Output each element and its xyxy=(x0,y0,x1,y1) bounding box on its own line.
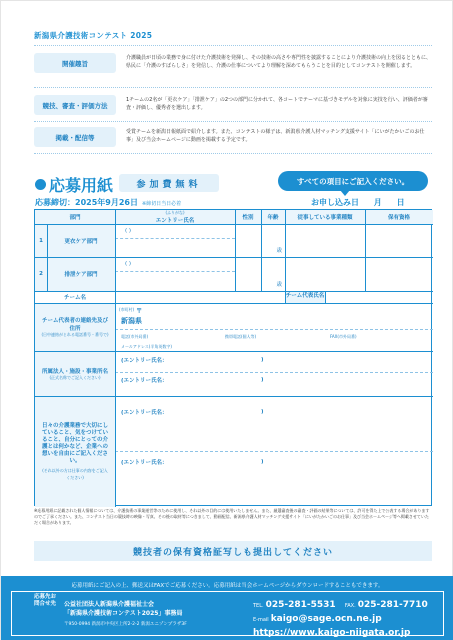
divider xyxy=(34,153,432,154)
grid-line xyxy=(35,396,433,397)
grid-line xyxy=(325,291,326,303)
contact-details: TEL. 025-281-5531 FAX. 025-281-7710 E-mail kaigo@sage.ocn.ne.jp https://www.kaigo-niigata.or.jp xyxy=(253,600,428,638)
info-row-publication xyxy=(34,127,432,147)
header-entry-name: (ふりがな) エントリー氏名 xyxy=(155,210,195,224)
facility-entry-2: (エントリー氏名： xyxy=(121,378,168,384)
grid-line xyxy=(35,291,433,292)
info-row-purpose xyxy=(34,53,432,73)
grid-line xyxy=(115,329,433,330)
header-qualification: 保有資格 xyxy=(387,215,410,221)
document-title: 新潟県介護技術コンテスト 2025 xyxy=(34,31,153,40)
divider xyxy=(34,87,432,88)
footer-instructions: 応募用紙にご記入の上、郵送又はFAXでご応募ください。応募用紙は当会ホームページからダウンロードすることもできます。 xyxy=(71,583,384,589)
facility-entry-1: (エントリー氏名： xyxy=(121,358,168,364)
contact-address: 〒950-0994 新潟市中央区上所2-2-2 新潟ユニゾンプラザ3F xyxy=(64,622,187,627)
footer xyxy=(1,576,453,640)
message-entry-2: (エントリー氏名： xyxy=(121,460,168,466)
header-occupation: 従事している事業種類 xyxy=(297,215,353,221)
grid-line xyxy=(285,210,286,303)
team-name-label: チーム名 xyxy=(63,295,86,301)
qualification-field[interactable] xyxy=(365,257,433,291)
divider xyxy=(34,45,432,46)
division-toileting: 排泄ケア部門 xyxy=(64,272,98,278)
privacy-note: ※応募用紙に記載された個人情報については、介護技術の事業運営等のために使用し、それ以外の目的には使用いたしません。また、厳選審査後の審査・評価の結果等については、許可を得た上で公表する場合がありますのでご了承ください。また、コンテスト当日の競技時の映像・写真、その後の取材等につきまして、動画配信、新潟県介護人材マッチング支援サイト「にいがたかいごのお仕事」及び当会ホームページ等へ掲載させていただく場合があります。 xyxy=(34,508,430,525)
grid-line xyxy=(261,210,262,291)
contact-label: 応募先お問合せ先 xyxy=(34,594,57,607)
entry-name-field[interactable] xyxy=(115,238,235,257)
grid-line xyxy=(35,257,433,258)
header-division: 部門 xyxy=(69,215,81,221)
info-label: 開催趣旨 xyxy=(34,53,116,73)
grid-line xyxy=(115,238,235,239)
division-dressing: 更衣ケア部門 xyxy=(64,238,98,245)
gender-field[interactable] xyxy=(235,257,261,291)
paren-close: ) xyxy=(261,459,264,465)
qualification-field[interactable] xyxy=(365,224,433,257)
tel-label: 電話(市外局番) xyxy=(121,333,149,339)
grid-line xyxy=(115,372,433,373)
age-field[interactable]: 歳 xyxy=(276,248,282,254)
header-age: 年齢 xyxy=(267,215,279,221)
bullet-icon xyxy=(35,179,46,190)
grid-line xyxy=(115,271,235,272)
info-row-method xyxy=(34,95,432,115)
divider xyxy=(34,121,432,122)
furigana-field[interactable]: ( ) xyxy=(125,228,132,234)
team-name-field[interactable] xyxy=(115,291,285,303)
prefecture: 新潟県 xyxy=(121,317,142,325)
team-rep-field[interactable] xyxy=(325,291,433,303)
deadline: 応募締切：2025年9月26日 ※締切日当日必着 xyxy=(35,198,182,207)
grid-line xyxy=(35,303,433,304)
entry-name-field[interactable] xyxy=(115,271,235,291)
info-label: 競技、審査・評価方法 xyxy=(34,95,116,115)
furigana-field[interactable]: ( ) xyxy=(125,261,132,267)
message-entry-1: (エントリー氏名： xyxy=(121,410,168,416)
paren-close: ) xyxy=(261,377,264,383)
info-text: 1チームの2名が「更衣ケア」「排泄ケア」の2つの部門に分かれて、各コートでテーマに基づきモデルを対象に実技を行い、評価者が審査・評価し、優秀者を選出します。 xyxy=(126,97,428,111)
grid-line xyxy=(115,210,116,507)
grid-line xyxy=(235,210,236,291)
grid-line xyxy=(35,351,433,352)
paren-close: ) xyxy=(261,357,264,363)
grid-line xyxy=(35,224,433,225)
mobile-label: 携帯電話(個人等) xyxy=(225,333,257,339)
contact-org: 公益社団法人新潟県介護福祉士会 「新潟県介護技術コンテスト2025」事務局 xyxy=(64,601,183,617)
fax-number: 025-281-7710 xyxy=(357,600,428,610)
municipality-note: (市町村) 〒 xyxy=(119,307,143,315)
row-number: 1 xyxy=(39,237,43,244)
fill-all-banner: すべての項目にご記入ください。 xyxy=(278,171,428,191)
team-rep-label: チーム代表氏名 xyxy=(285,291,325,303)
certificate-banner: 競技者の保有資格証写しも提出してください xyxy=(34,541,432,561)
message-label: 日々の介護業務で大切にしていること、気をつけていること、自分にとっての介護とは何かなど、企業への想いを自由にご記入ください。 (それ以外の方は仕事の内容をご記入ください) xyxy=(41,422,108,480)
info-label: 掲載・配信等 xyxy=(34,127,116,147)
email-link[interactable]: kaigo@sage.ocn.ne.jp xyxy=(270,614,382,624)
gender-field[interactable] xyxy=(235,224,261,257)
application-form-table xyxy=(34,209,432,506)
header-gender: 性別 xyxy=(242,215,254,221)
occupation-field[interactable] xyxy=(285,224,365,257)
row-number: 2 xyxy=(39,271,43,277)
grid-line xyxy=(115,451,433,452)
info-text: 受賞チームを新潟日報紙面で紹介します。また、コンテストの様子は、新潟県介護人材マッチング支援サイト「にいがたかいごのお仕事」及び当会ホームページに動画を掲載する予定です。 xyxy=(126,129,425,143)
grid-line xyxy=(47,224,48,291)
phone-number[interactable]: 025-281-5531 xyxy=(265,600,336,610)
facility-label: 所属法人・施設・事業所名 (正式名称でご記入ください) xyxy=(41,368,108,380)
website-link[interactable]: https://www.kaigo-niigata.or.jp xyxy=(253,628,411,638)
form-title: 応募用紙 xyxy=(35,173,113,196)
free-badge: 参加費無料 xyxy=(119,174,219,192)
fax-label: FAX(市外局番) xyxy=(330,333,357,339)
application-date: お申し込み日 月 日 xyxy=(311,198,405,207)
rep-contact-label: チーム代表者の連絡先及び住所 (日中連絡がとれる電話番号・番号で) xyxy=(41,318,109,337)
occupation-field[interactable] xyxy=(285,257,365,291)
age-field[interactable]: 歳 xyxy=(276,282,282,288)
grid-line xyxy=(365,210,366,291)
paren-close: ) xyxy=(261,409,264,415)
info-text: 介護職員が日頃の業務で身に付けた介護技術を発揮し、その技術の高さや専門性を披露することにより介護技術の向上を図るとともに、県民に「介護のすばらしさ」を発信し、介護の仕事についてより理解を深めてもらうことを目的としてコンテストを開催します。 xyxy=(126,55,432,69)
email-label: メールアドレス(半角英数字) xyxy=(121,343,172,349)
